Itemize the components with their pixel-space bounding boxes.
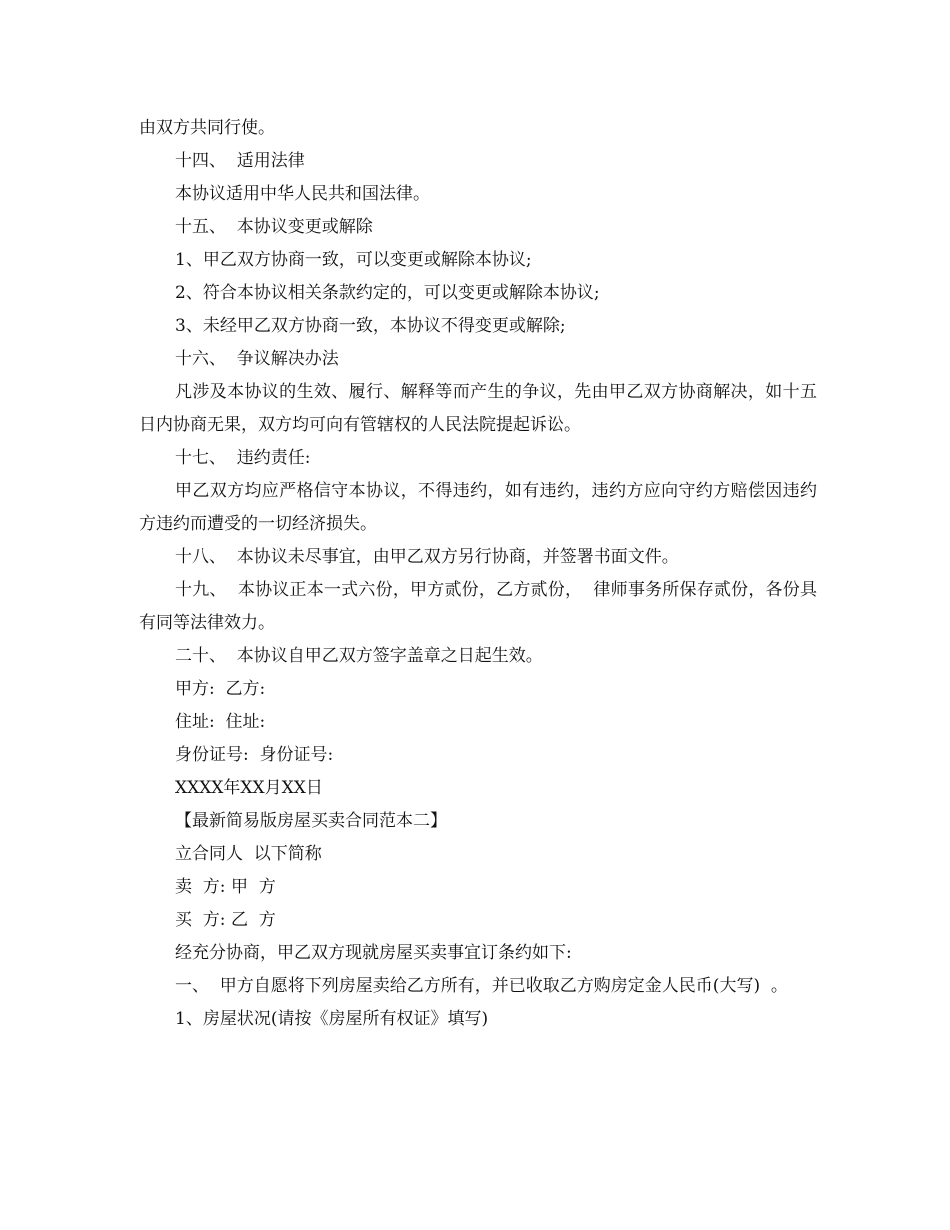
seller-line: 卖 方: 甲 方: [175, 877, 276, 897]
paragraph: 经充分协商，甲乙双方现就房屋买卖事宜订条约如下:: [175, 943, 572, 963]
section-heading-15: 十五、 本协议变更或解除: [175, 217, 373, 237]
section-heading-20: 二十、 本协议自甲乙双方签字盖章之日起生效。: [175, 646, 543, 666]
signature-date-line: XXXX年XX月XX日: [175, 778, 323, 798]
section-heading-19: 十九、 本协议正本一式六份，甲方贰份，乙方贰份， 律师事务所保存贰份，各份具有同等法律效力。: [139, 580, 817, 633]
signature-address-line: 住址: 住址:: [175, 712, 266, 732]
signature-id-line: 身份证号: 身份证号:: [175, 745, 334, 765]
section-heading-18: 十八、 本协议未尽事宜，由甲乙双方另行协商，并签署书面文件。: [175, 547, 679, 567]
section-heading-16: 十六、 争议解决办法: [175, 349, 339, 369]
buyer-line: 买 方: 乙 方: [175, 910, 276, 930]
paragraph: 由双方共同行使。: [139, 118, 275, 138]
contract-title: 【最新简易版房屋买卖合同范本二】: [175, 811, 447, 831]
list-item: 2、符合本协议相关条款约定的，可以变更或解除本协议;: [175, 283, 600, 303]
list-item: 1、甲乙双方协商一致，可以变更或解除本协议;: [175, 250, 532, 270]
section-heading-17: 十七、 违约责任:: [175, 448, 311, 468]
section-heading-14: 十四、 适用法律: [175, 151, 305, 171]
list-item: 3、未经甲乙双方协商一致，本协议不得变更或解除;: [175, 316, 566, 336]
list-item: 1、房屋状况(请按《房屋所有权证》填写): [175, 1009, 489, 1029]
document-body: [139, 112, 817, 1036]
section-heading-1: 一、 甲方自愿将下列房屋卖给乙方所有，并已收取乙方购房定金人民币(大写) 。: [175, 976, 788, 996]
signature-party-line: 甲方: 乙方:: [175, 679, 266, 699]
paragraph: 凡涉及本协议的生效、履行、解释等而产生的争议，先由甲乙双方协商解决，如十五日内协商无果，双方均可向有管辖权的人民法院提起诉讼。: [139, 382, 817, 435]
paragraph: 立合同人 以下简称: [175, 844, 322, 864]
paragraph: 甲乙双方均应严格信守本协议，不得违约，如有违约，违约方应向守约方赔偿因违约方违约而遭受的一切经济损失。: [139, 481, 817, 534]
paragraph: 本协议适用中华人民共和国法律。: [175, 184, 430, 204]
